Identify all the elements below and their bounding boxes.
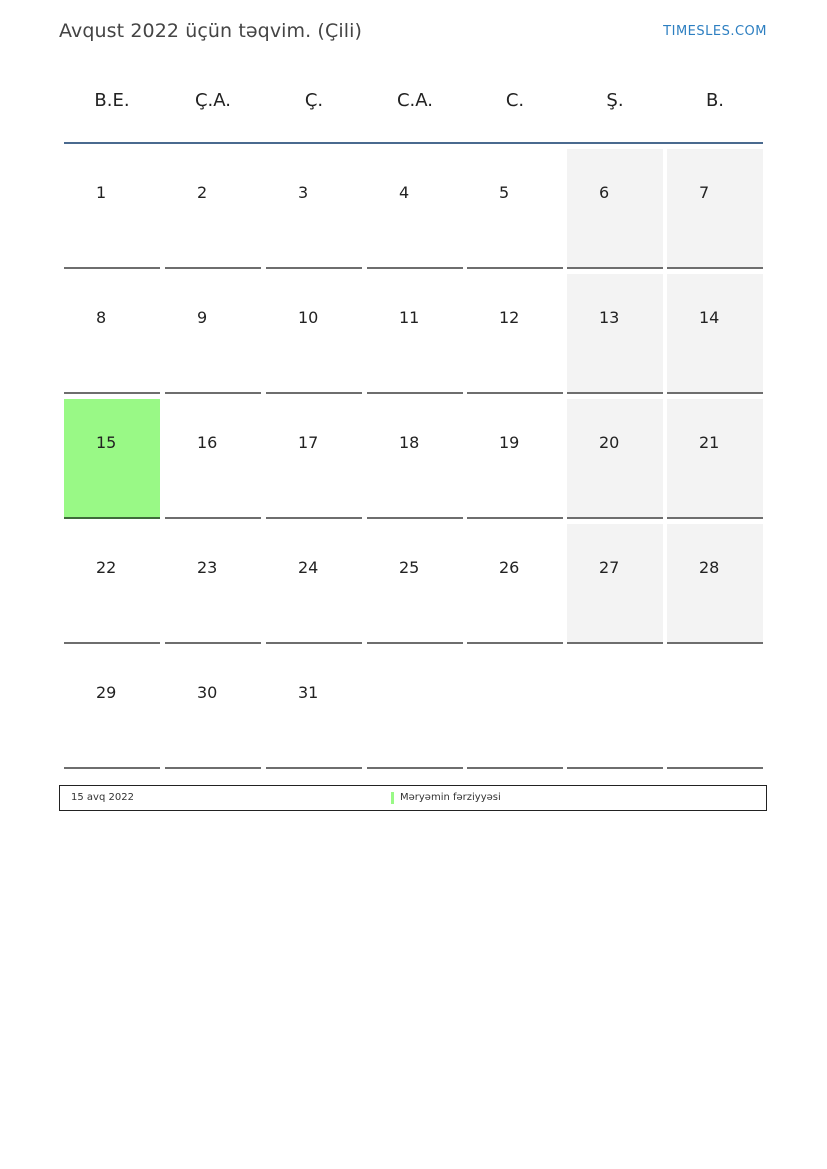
day-cell[interactable] [567, 524, 663, 644]
weekday-header [64, 90, 763, 120]
day-number: 29 [96, 683, 117, 702]
day-number: 3 [298, 183, 309, 202]
day-number: 20 [599, 433, 620, 452]
day-number: 10 [298, 308, 319, 327]
day-cell[interactable] [266, 274, 362, 394]
day-cell[interactable] [266, 524, 362, 644]
day-cell[interactable] [467, 399, 563, 519]
page-title: Avqust 2022 üçün təqvim. (Çili) [59, 20, 362, 42]
day-number: 4 [399, 183, 410, 202]
day-cell[interactable] [367, 524, 463, 644]
legend-color-marker [391, 792, 394, 804]
weekday-label: C.A. [396, 90, 433, 111]
brand-link[interactable]: TIMESLES.COM [663, 24, 767, 39]
empty-day-cell [467, 649, 563, 769]
day-cell[interactable] [367, 149, 463, 269]
day-cell[interactable] [64, 524, 160, 644]
day-number: 11 [399, 308, 420, 327]
weekday-label: Ç.A. [194, 90, 231, 111]
day-cell[interactable] [64, 399, 160, 519]
empty-day-cell [567, 649, 663, 769]
day-cell[interactable] [467, 524, 563, 644]
day-cell[interactable] [64, 149, 160, 269]
weekday-label: C. [505, 90, 525, 111]
day-cell[interactable] [165, 399, 261, 519]
day-number: 28 [699, 558, 720, 577]
day-cell[interactable] [165, 274, 261, 394]
weekday-label: Ç. [304, 90, 324, 111]
empty-day-cell [667, 649, 763, 769]
day-number: 18 [399, 433, 420, 452]
day-number: 8 [96, 308, 107, 327]
weekday-label: B. [705, 90, 725, 111]
day-cell[interactable] [165, 649, 261, 769]
day-number: 25 [399, 558, 420, 577]
legend-holiday-name: Məryəmin fərziyyəsi [400, 792, 501, 803]
day-cell[interactable] [266, 399, 362, 519]
day-cell[interactable] [64, 649, 160, 769]
weekday-label: B.E. [94, 90, 130, 111]
day-cell[interactable] [667, 274, 763, 394]
day-cell[interactable] [667, 149, 763, 269]
day-cell[interactable] [367, 274, 463, 394]
day-number: 2 [197, 183, 208, 202]
day-cell[interactable] [567, 399, 663, 519]
day-cell[interactable] [266, 649, 362, 769]
day-number: 31 [298, 683, 319, 702]
day-cell[interactable] [467, 274, 563, 394]
day-number: 17 [298, 433, 319, 452]
day-number: 21 [699, 433, 720, 452]
empty-day-cell [367, 649, 463, 769]
day-number: 9 [197, 308, 208, 327]
day-cell[interactable] [667, 399, 763, 519]
day-cell[interactable] [367, 399, 463, 519]
legend-date: 15 avq 2022 [71, 792, 134, 803]
day-number: 13 [599, 308, 620, 327]
day-number: 15 [96, 433, 117, 452]
day-number: 26 [499, 558, 520, 577]
day-number: 1 [96, 183, 107, 202]
day-cell[interactable] [64, 274, 160, 394]
day-cell[interactable] [165, 524, 261, 644]
day-cell[interactable] [567, 149, 663, 269]
day-number: 6 [599, 183, 610, 202]
day-cell[interactable] [165, 149, 261, 269]
header-divider [64, 142, 763, 144]
day-number: 27 [599, 558, 620, 577]
day-cell[interactable] [467, 149, 563, 269]
weekday-label: Ş. [606, 90, 624, 111]
holiday-legend [59, 785, 767, 811]
day-cell[interactable] [567, 274, 663, 394]
day-number: 23 [197, 558, 218, 577]
day-number: 16 [197, 433, 218, 452]
day-number: 22 [96, 558, 117, 577]
day-number: 30 [197, 683, 218, 702]
day-number: 19 [499, 433, 520, 452]
day-number: 14 [699, 308, 720, 327]
day-cell[interactable] [266, 149, 362, 269]
day-number: 7 [699, 183, 710, 202]
day-number: 12 [499, 308, 520, 327]
day-number: 5 [499, 183, 510, 202]
day-cell[interactable] [667, 524, 763, 644]
day-number: 24 [298, 558, 319, 577]
